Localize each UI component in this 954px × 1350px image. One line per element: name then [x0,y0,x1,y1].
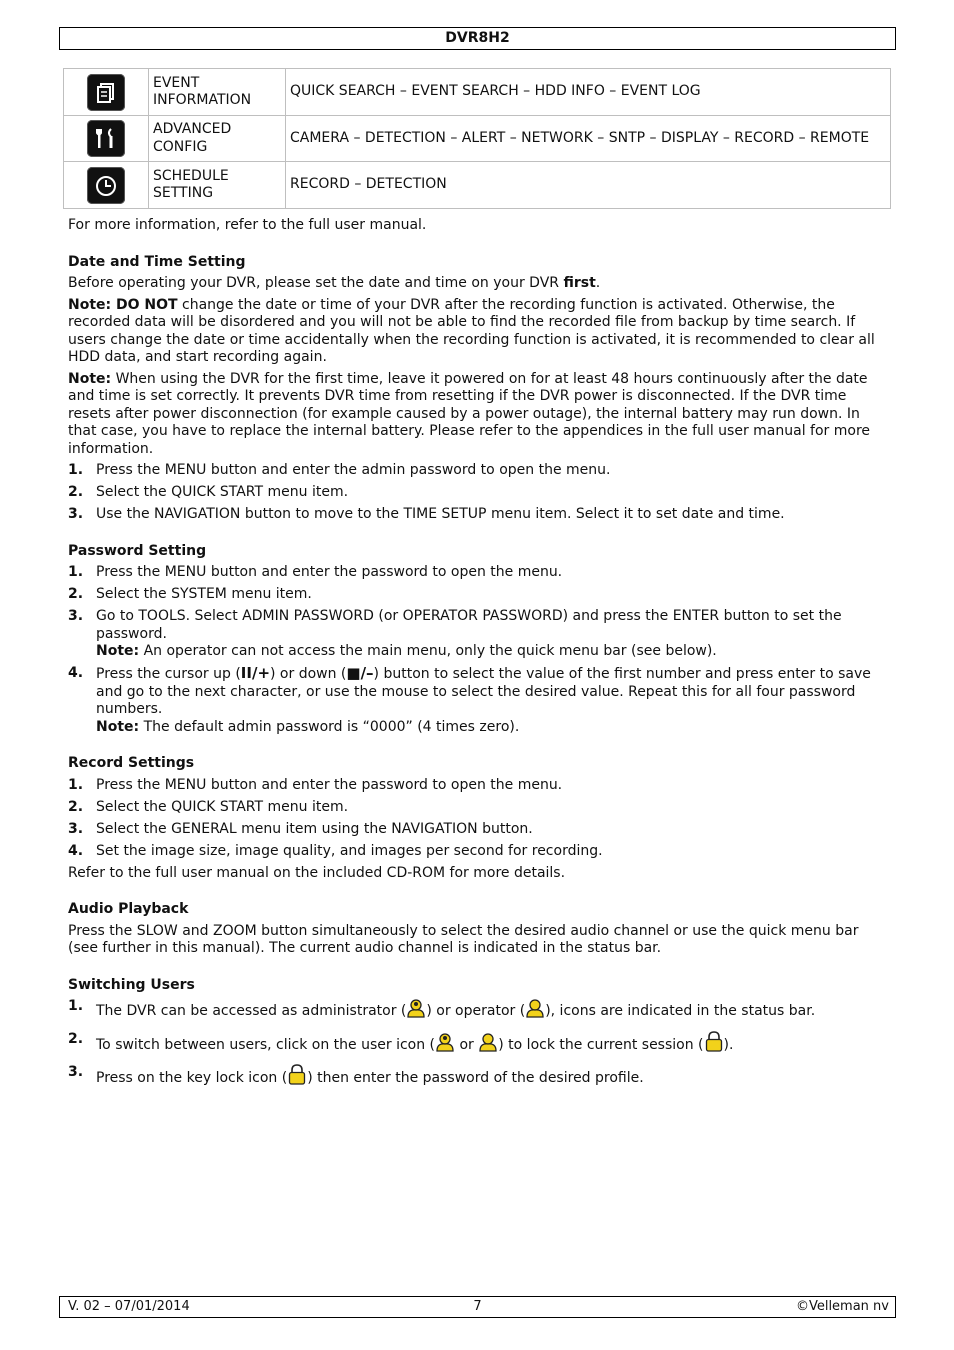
list-item: 3. Press on the key lock icon ( ) then enter the password of the desired profile. [68,1064,888,1091]
paragraph: Refer to the full user manual on the included CD-ROM for more details. [68,864,566,881]
menu-name: EVENT INFORMATION [149,69,286,116]
menu-overview-table [63,68,891,209]
operator-user-icon [525,998,545,1024]
note: Note: DO NOT change the date or time of your DVR after the recording function is activated. Otherwise, the recorded data will be disordered and you will not be able to find the recorded file from backup by time search. If users change the date or time accidentally when the recording function is activated, it is recommended to clear all HDD data, and start recording again. [68,296,875,365]
page-footer [59,1296,896,1318]
steps-list [68,998,888,1091]
event-info-icon [87,74,125,111]
page-header [59,27,896,50]
list-item: 3. Use the NAVIGATION button to move to the TIME SETUP menu item. Select it to set date and time. [68,506,785,522]
menu-name: SCHEDULE SETTING [149,162,286,209]
table-row [64,162,891,209]
menu-name: ADVANCED CONFIG [149,116,286,162]
list-item: 3. Go to TOOLS. Select ADMIN PASSWORD (or OPERATOR PASSWORD) and press the ENTER button to set the password. Note: An operator can not access the main menu, only the quick menu bar (see below). [68,608,842,659]
note: Note: When using the DVR for the first time, leave it powered on for at least 48 hours continuously after the date and time is set correctly. It prevents DVR time from resetting if the DVR power is disconnected. If the DVR time resets after power disconnection (for example caused by a power outage), the internal battery may run down. In that case, you have to replace the internal battery. Please refer to the appendices in the full user manual for more information. [68,370,871,457]
steps-list [68,777,888,861]
list-item: 3. Select the GENERAL menu item using the NAVIGATION button. [68,820,533,837]
list-item: 2. Select the SYSTEM menu item. [68,586,312,602]
list-item: 1. Press the MENU button and enter the password to open the menu. [68,564,563,580]
section-heading-password: Password Setting [68,542,207,559]
pause-plus-icon: II/+ [240,664,271,682]
header-title: DVR8H2 [445,30,510,46]
steps-list [68,462,888,524]
steps-list [68,564,888,736]
schedule-clock-icon [87,167,125,204]
section-heading-date-time: Date and Time Setting [68,253,246,270]
paragraph: Press the SLOW and ZOOM button simultaneously to select the desired audio channel or use the quick menu bar (see further in this manual). The current audio channel is indicated in the status bar. [68,922,859,956]
footer-copyright: ©Velleman nv [795,1299,889,1314]
stop-minus-icon: ■/– [346,664,374,682]
list-item: 2. To switch between users, click on the user icon ( or ) to lock the current session ( ). [68,1031,888,1058]
admin-user-icon [435,1032,455,1058]
menu-items: RECORD – DETECTION [286,162,891,209]
document-body [68,217,888,1095]
list-item: 2. Select the QUICK START menu item. [68,484,349,500]
admin-user-icon [406,998,426,1024]
menu-items: QUICK SEARCH – EVENT SEARCH – HDD INFO – EVENT LOG [286,69,891,116]
menu-items: CAMERA – DETECTION – ALERT – NETWORK – SNTP – DISPLAY – RECORD – REMOTE [286,116,891,162]
list-item: 1. Press the MENU button and enter the admin password to open the menu. [68,462,611,478]
list-item: 4. Press the cursor up (II/+) or down (■/–) button to select the value of the first number and press enter to save and go to the next character, or use the mouse to select the desired value. Repeat this for all four password numbers. Note: The default admin password is “0000” (4 times zero). [68,664,871,735]
key-lock-icon [287,1064,307,1091]
table-row [64,69,891,116]
list-item: 4. Set the image size, image quality, and images per second for recording. [68,842,603,859]
footer-page-number: 7 [473,1299,482,1314]
list-item: 1. Press the MENU button and enter the password to open the menu. [68,776,563,793]
section-heading-record: Record Settings [68,755,195,771]
footer-version: V. 02 – 07/01/2014 [68,1299,190,1314]
paragraph: Before operating your DVR, please set the date and time on your DVR first. [68,275,601,291]
intro-text: For more information, refer to the full user manual. [68,217,427,233]
list-item: 2. Select the QUICK START menu item. [68,798,349,815]
operator-user-icon [478,1032,498,1058]
advanced-config-icon [87,120,125,157]
lock-icon [704,1031,724,1058]
table-row [64,116,891,162]
section-heading-audio: Audio Playback [68,901,189,917]
section-heading-switching: Switching Users [68,976,195,993]
list-item: 1. The DVR can be accessed as administrator ( ) or operator ( ), icons are indicated in the status bar. [68,998,888,1024]
